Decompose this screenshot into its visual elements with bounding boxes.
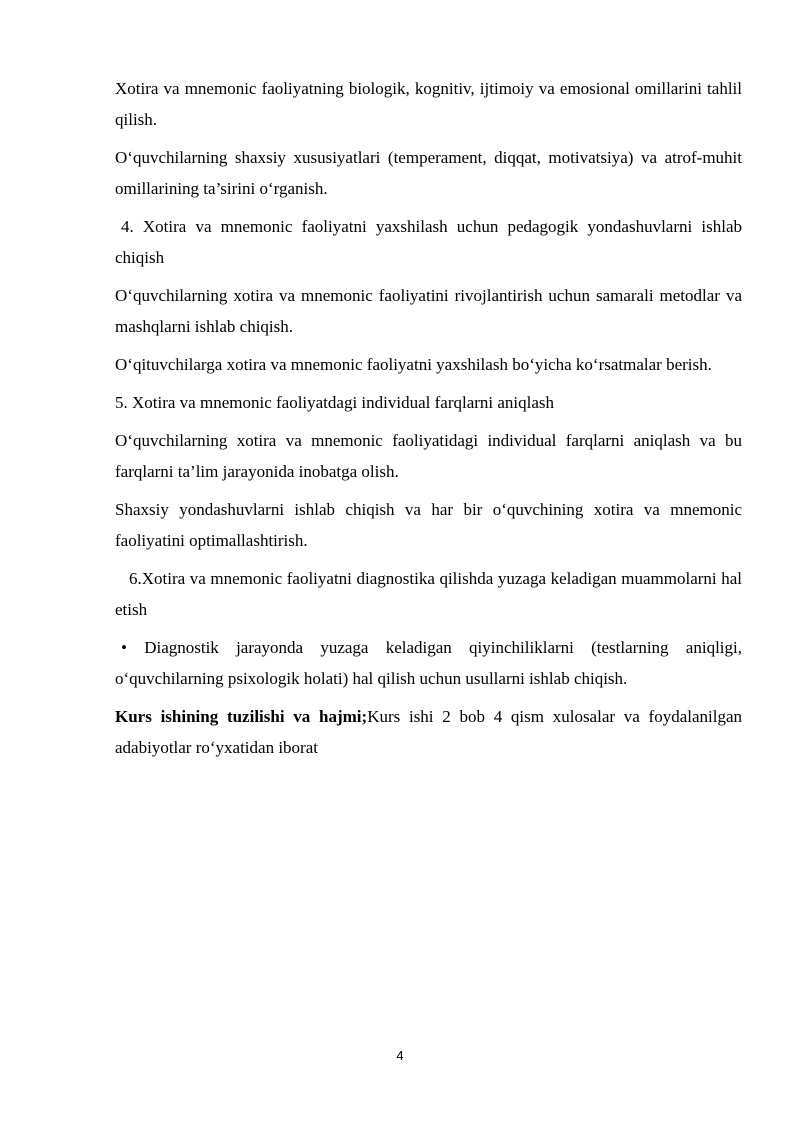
section-heading-4: 4. Xotira va mnemonic faoliyatni yaxshilash uchun pedagogik yondashuvlarni ishlab chiqish [115,217,742,267]
section-heading-6: 6.Xotira va mnemonic faoliyatni diagnostika qilishda yuzaga keladigan muammolarni hal etish [115,569,742,619]
bullet-diagnostic-difficulties: • Diagnostik jarayonda yuzaga keladigan qiyinchiliklarni (testlarning aniqligi, o‘quvchilarning psixologik holati) hal qilish uchun usullarni ishlab chiqish. [115,638,742,688]
page-number: 4 [396,1048,404,1063]
document-page [115,73,742,770]
paragraph-personal-traits: O‘quvchilarning shaxsiy xususiyatlari (temperament, diqqat, motivatsiya) va atrof-muhit omillarining ta’sirini o‘rganish. [115,148,742,198]
paragraph-methods-exercises: O‘quvchilarning xotira va mnemonic faoliyatini rivojlantirish uchun samarali metodlar va mashqlarni ishlab chiqish. [115,286,742,336]
paragraph-analysis-factors: Xotira va mnemonic faoliyatning biologik, kognitiv, ijtimoiy va emosional omillarini tahlil qilish. [115,79,742,129]
paragraph-course-structure [115,701,742,763]
course-structure-bold-lead: Kurs ishining tuzilishi va hajmi; [115,707,368,726]
paragraph-personal-approaches: Shaxsiy yondashuvlarni ishlab chiqish va har bir o‘quvchining xotira va mnemonic faoliyatini optimallashtirish. [115,500,742,550]
paragraph-teacher-guidance: O‘qituvchilarga xotira va mnemonic faoliyatni yaxshilash bo‘yicha ko‘rsatmalar berish. [115,355,712,374]
course-structure-text: Kurs ishi 2 bob 4 qism xulosalar va foydalanilgan adabiyotlar ro‘yxatidan iborat [115,707,742,757]
paragraph-individual-differences: O‘quvchilarning xotira va mnemonic faoliyatidagi individual farqlarni aniqlash va bu farqlarni ta’lim jarayonida inobatga olish. [115,431,742,481]
section-heading-5: 5. Xotira va mnemonic faoliyatdagi individual farqlarni aniqlash [115,393,555,412]
